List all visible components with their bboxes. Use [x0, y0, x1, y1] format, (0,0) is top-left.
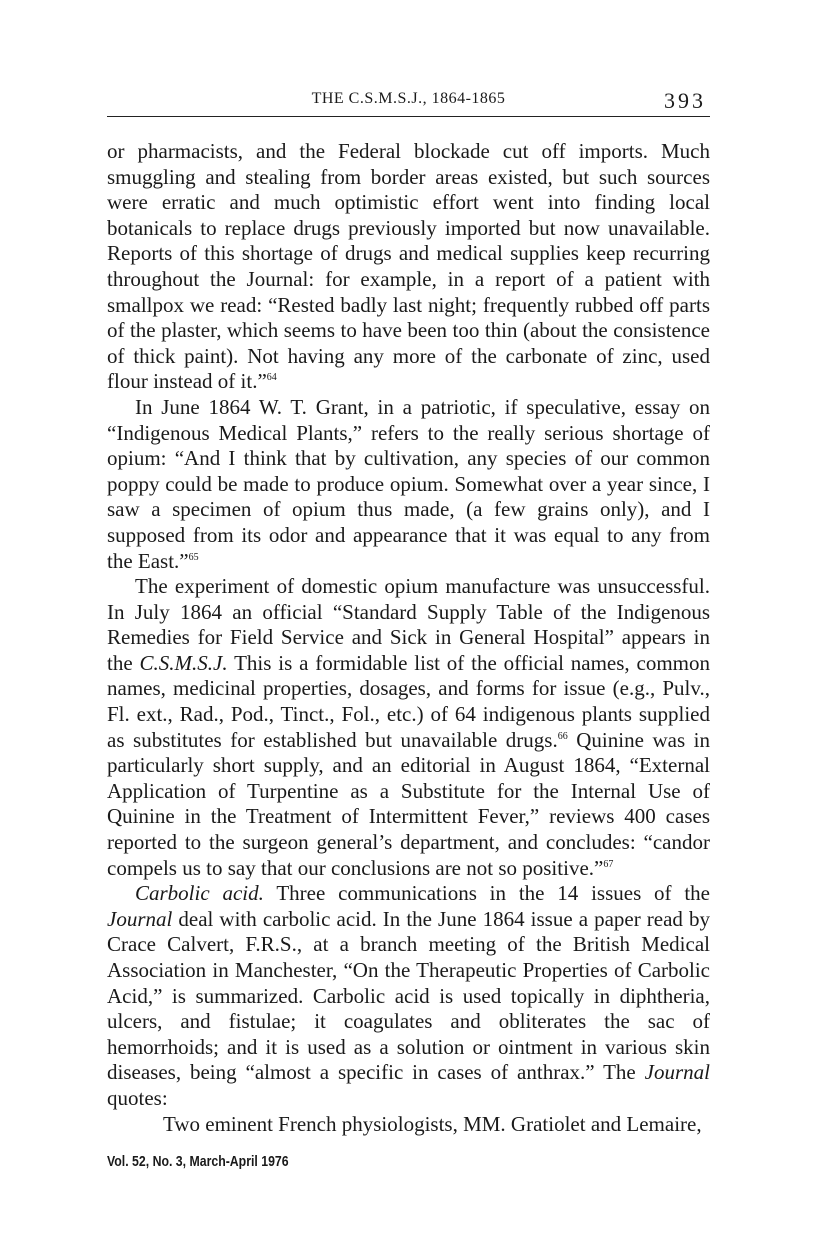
running-title: THE C.S.M.S.J., 1864-1865 [311, 90, 506, 107]
journal-title: Journal [644, 1060, 710, 1085]
quote-text: Two eminent French physiologists, MM. Gratiolet and Lemaire, [163, 1111, 702, 1136]
running-header [107, 90, 710, 117]
footnote-ref-65: 65 [188, 551, 199, 563]
paragraph-text: or pharmacists, and the Federal blockade cut off imports. Much smuggling and stealing from border areas existed, but such sources were erratic and much optimistic effort went into finding local botanicals to replace drugs previously imported but now unavailable. Reports of this shortage of drugs and medical supplies keep recurring throughout the Journal: for example, in a report of a patient with smallpox we read: “Rested badly last night; frequently rubbed off parts of the plaster, which seems to have been too thin (about the consistence of thick paint). Not having any more of the carbonate of zinc, used flour instead of it.” [107, 139, 710, 394]
journal-title: Journal [107, 906, 173, 931]
block-quote [107, 1112, 710, 1138]
paragraph-4 [107, 881, 710, 1111]
article-body [107, 139, 710, 1137]
section-lead: Carbolic acid. [135, 881, 264, 906]
paragraph-1 [107, 139, 710, 395]
paragraph-text: In June 1864 W. T. Grant, in a patriotic, if speculative, essay on “Indigenous Medical Plants,” refers to the really serious shortage of opium: “And I think that by cultivation, any species of our common poppy could be made to produce opium. Somewhat over a year since, I saw a specimen of opium thus made, (a few grains only), and I supposed from its odor and appearance that it was equal to any from the East.” [107, 394, 710, 573]
footnote-ref-64: 64 [266, 372, 277, 384]
paragraph-text: Three communications in the 14 issues of the [263, 881, 711, 906]
paragraph-2 [107, 395, 710, 574]
paragraph-text: The experiment of domestic opium manufacture was unsuccessful. In July 1864 an official “Standard Supply Table of the Indigenous Remedies for Field Service and Sick in General Hospital” appears in the [107, 574, 710, 675]
page-number: 393 [664, 88, 706, 113]
footnote-ref-66: 66 [557, 730, 568, 742]
footer-citation: Vol. 52, No. 3, March-April 1976 [107, 1153, 289, 1170]
paragraph-text: quotes: [107, 1085, 168, 1110]
paragraph-text: Quinine was in particularly short supply, and an editorial in August 1864, “External Application of Turpentine as a Substitute for the Internal Use of Quinine in the Treatment of Intermittent Fever,” reviews 400 cases reported to the surgeon general’s department, and concludes: “candor compels us to say that our conclusions are not so positive.” [107, 727, 710, 880]
paragraph-text: This is a formidable list of the official names, common names, medicinal properties, dosages, and forms for issue (e.g., Pulv., Fl. ext., Rad., Pod., Tinct., Fol., etc.) of 64 indigenous plants supplied as substitutes for established but unavailable drugs. [107, 650, 710, 752]
journal-abbrev: C.S.M.S.J. [139, 650, 228, 675]
paragraph-text: deal with carbolic acid. In the June 1864 issue a paper read by Crace Calvert, F.R.S., at a branch meeting of the British Medical Association in Manchester, “On the Therapeutic Properties of Carbolic Acid,” is summarized. Carbolic acid is used topically in diphtheria, ulcers, and fistulae; it coagulates and obliterates the sac of hemorrhoids; and it is used as a solution or ointment in various skin diseases, being “almost a specific in cases of anthrax.” The [107, 906, 710, 1085]
footnote-ref-67: 67 [603, 858, 614, 870]
paragraph-3 [107, 574, 710, 881]
